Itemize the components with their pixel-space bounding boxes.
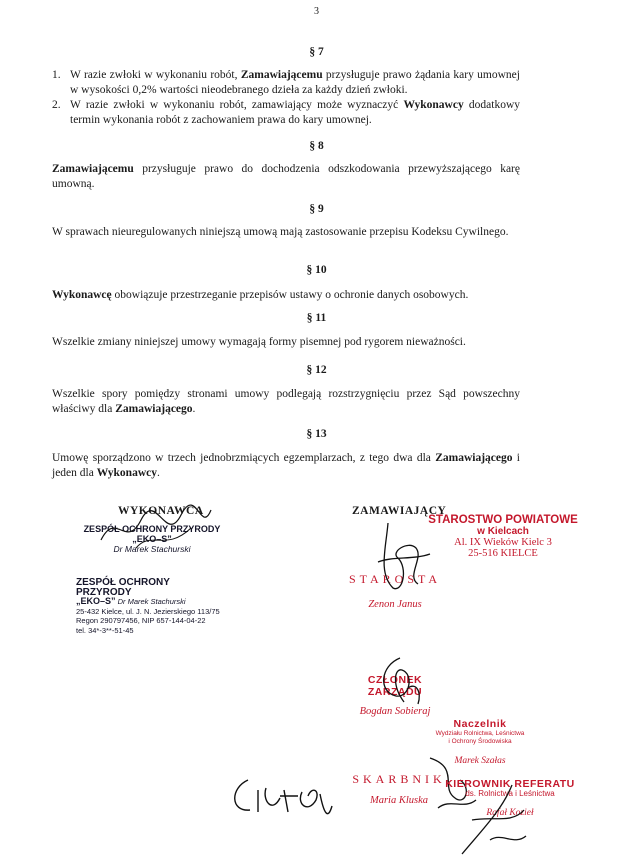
section-head-title: KIEROWNIK REFERATU [445, 778, 575, 790]
head-name: Marek Szałas [454, 756, 506, 766]
starosta-signature [368, 518, 438, 598]
clause-7-2 [52, 98, 520, 128]
eko-address-name-bold: „EKO–S” [76, 596, 116, 606]
clause-text: przysługuje prawo żądania kary umownej w wysokości 0,2% wartości nieodebranego dzieła za każdy dzień zwłoki. [70, 69, 520, 96]
clause-7-1 [52, 68, 520, 98]
section-7-body [52, 68, 520, 128]
contractor-label: WYKONAWCA [118, 505, 204, 517]
head-sub2: i Ochrony Środowiska [448, 738, 512, 745]
clause-text: W razie zwłoki w wykonaniu robót, zamawiający może wyznaczyć [70, 99, 404, 111]
clause-number: 1. [52, 69, 61, 81]
eko-stamp-line3: Dr Marek Stachurski [113, 544, 191, 554]
paragraph-text: . [156, 467, 160, 479]
office-stamp-line1: STAROSTWO POWIATOWE [428, 514, 578, 526]
office-stamp-line4: 25-516 KIELCE [468, 548, 538, 559]
section-head-sub: ds. Rolnictwa i Leśnictwa [465, 789, 555, 798]
section-head-name: Rafał Kozieł [486, 808, 534, 818]
section-13-body [52, 451, 520, 481]
section-head-signature [452, 780, 532, 860]
office-stamp [418, 514, 588, 559]
bold-term: Zamawiającemu [52, 163, 134, 175]
paragraph-text: obowiązuje przestrzeganie przepisów ustawy o ochronie danych osobowych. [111, 289, 469, 301]
contractor-signature-upper [96, 500, 216, 560]
contractor-signature-lower [228, 770, 338, 820]
section-10-body [52, 288, 520, 303]
eko-stamp-line1: ZESPÓŁ OCHRONY PRZYRODY [83, 524, 221, 534]
starosta-role: STAROSTA [348, 572, 442, 586]
eko-address-line5: tel. 34*-3**-51-45 [76, 625, 134, 635]
section-7-heading: § 7 [309, 46, 324, 58]
eko-stamp-line2: „EKO–S” [132, 534, 172, 544]
bold-term: Zamawiającego [435, 452, 513, 464]
treasurer-role: SKARBNIK [352, 772, 446, 786]
eko-address-stamp [76, 578, 226, 635]
head-sub1: Wydziału Rolnictwa, Leśnictwa [435, 730, 525, 737]
bold-term: Wykonawcę [52, 289, 112, 301]
paragraph-text: W sprawach nieuregulowanych niniejszą umową mają zastosowanie przepisu Kodeksu Cywilnego. [52, 226, 509, 238]
section-9-heading: § 9 [309, 203, 324, 215]
clause-number: 2. [52, 99, 61, 111]
section-12-body [52, 387, 520, 417]
head-title: Naczelnik [453, 718, 507, 730]
section-13-heading: § 13 [306, 428, 327, 440]
page-number: 3 [314, 6, 319, 17]
starosta-name: Zenon Janus [368, 599, 422, 610]
paragraph-text: Umowę sporządzono w trzech jednobrzmiących egzemplarzach, z tego dwa dla [52, 452, 436, 464]
section-8-body [52, 162, 520, 192]
section-11-heading: § 11 [306, 312, 327, 324]
paragraph-text: Wszelkie zmiany niniejszej umowy wymagają formy pisemnej pod rygorem nieważności. [52, 336, 466, 348]
eko-address-line1: ZESPÓŁ OCHRONY PRZYRODY [76, 577, 170, 598]
eko-address-line4: Regon 290797456, NIP 657-144-04-22 [76, 616, 206, 625]
paragraph-text: przysługuje prawo do dochodzenia odszkodowania przewyższającego karę umowną. [52, 163, 520, 190]
paragraph-text: i jeden dla [52, 452, 520, 479]
paragraph-text: . [192, 403, 196, 415]
paragraph-text: Wszelkie spory pomiędzy stronami umowy podlegają rozstrzygnięciu przez Sąd powszechny właściwy dla [52, 388, 520, 415]
clause-text: dodatkowy termin wykonania robót z zachowaniem prawa do kary umownej. [70, 99, 520, 126]
clause-bold-term: Zamawiającemu [240, 69, 323, 81]
bold-term: Wykonawcy [96, 467, 157, 479]
section-12-heading: § 12 [306, 364, 327, 376]
section-9-body [52, 225, 520, 240]
board-member-role: CZŁONEK ZARZĄDU [367, 674, 423, 698]
board-member-name: Bogdan Sobieraj [359, 706, 431, 717]
section-10-heading: § 10 [306, 264, 327, 276]
eko-address-line3: 25-432 Kielce, ul. J. N. Jezierskiego 113/75 [76, 606, 220, 616]
bold-term: Zamawiającego [115, 403, 193, 415]
section-11-body [52, 335, 520, 350]
client-label: ZAMAWIAJĄCY [352, 505, 447, 517]
office-stamp-line3: Al. IX Wieków Kielc 3 [454, 537, 552, 548]
eko-address-name: Dr Marek Stachurski [115, 597, 186, 606]
board-member-signature [370, 652, 430, 712]
section-8-heading: § 8 [309, 140, 324, 152]
clause-bold-term: Wykonawcy [403, 99, 464, 111]
office-stamp-line2: w Kielcach [477, 526, 529, 537]
eko-address-line2 [76, 597, 226, 607]
treasurer-name: Maria Kluska [369, 795, 429, 806]
clause-text: W razie zwłoki w wykonaniu robót, [70, 69, 241, 81]
